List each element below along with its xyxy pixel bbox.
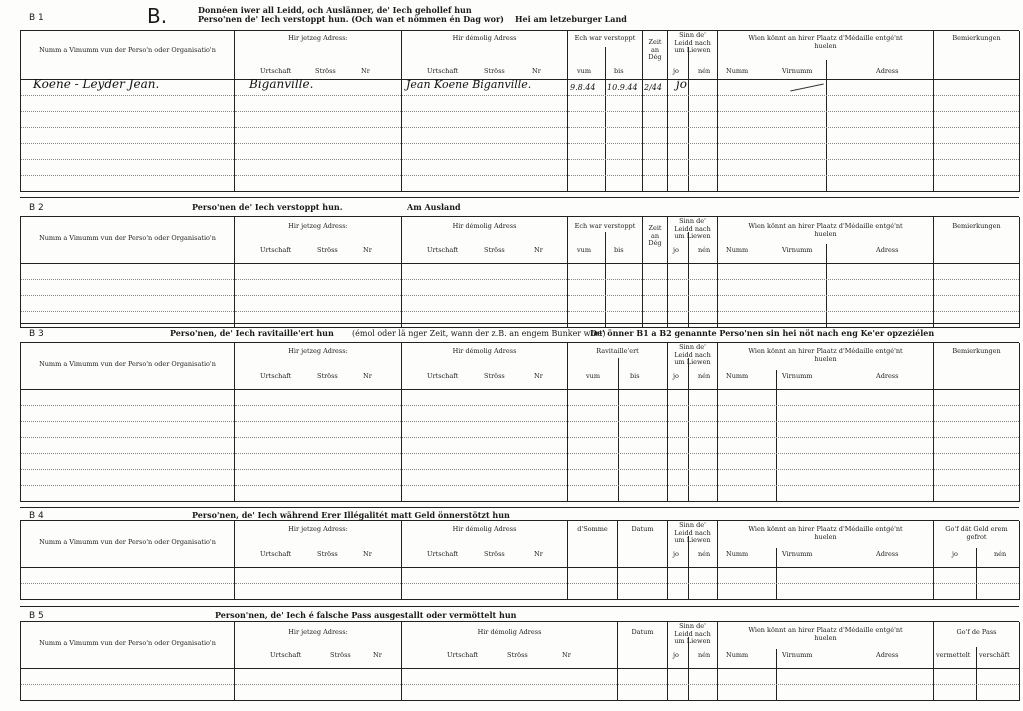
table-row <box>21 263 1020 279</box>
col-current-address: Hir jetzeg Adress: Urtschaft Ströss Nr <box>235 343 402 389</box>
table-row <box>21 295 1020 311</box>
entry-time-cell[interactable] <box>643 79 668 95</box>
col-former-address: Hir démolig Adress Urtschaft Ströss Nr <box>402 31 568 79</box>
col-remarks: Bemierkungen <box>934 31 1020 79</box>
section-b5 <box>20 606 1019 710</box>
table-row <box>21 437 1020 453</box>
section-id: B 5 <box>29 611 44 621</box>
section-id: B 1 <box>29 13 44 23</box>
table-row <box>21 684 1020 700</box>
col-name: Numm a Vimumm vun der Perso'n oder Organisatio'n <box>21 343 235 389</box>
col-current-address: Hir jetzeg Adress: Urtschaft Ströss Nr <box>235 31 402 79</box>
table-row <box>21 583 1020 599</box>
section-title: Person'nen, de' Iech é falsche Pass ausgestallt oder vermöttelt hun <box>215 610 517 620</box>
section-title: Am Ausland <box>407 202 461 212</box>
col-name: Numm a Vimumm vun der Perso'n oder Organisatio'n <box>21 217 235 263</box>
col-datum: Datum <box>618 622 668 668</box>
section-id: B 2 <box>29 203 44 213</box>
handwritten-name: Koene - Leyder Jean. <box>33 76 160 91</box>
col-ravitailleert: Ravitaille'ert vum bis <box>568 343 668 389</box>
col-alive: Sinn de' Leidd nach um Liewen jo nén <box>668 31 718 79</box>
section-id: B 3 <box>29 329 44 339</box>
handwritten-to: 10.9.44 <box>607 82 638 92</box>
entry-medal-cell[interactable] <box>718 79 934 95</box>
col-alive: Sinn de' Leidd nach um Liewen jo nén <box>668 217 718 263</box>
col-name: Numm a Vimumm vun der Perso'n oder Organisatio'n <box>21 622 235 668</box>
section-title: (émol oder lä nger Zeit, wann der z.B. an engem Bunker wort) <box>352 329 606 338</box>
col-medal: Wien könnt an hirer Plaatz d'Médaille entgé'nt huelen Numm Virnumm Adress <box>718 217 934 263</box>
entry-current-cell[interactable] <box>235 76 402 95</box>
section-id: B 4 <box>29 511 44 521</box>
entry-former-cell[interactable] <box>402 79 568 95</box>
table-row <box>21 389 1020 405</box>
table-b5 <box>20 622 1020 701</box>
section-b5-header <box>20 606 1019 622</box>
section-title: Hei am letzeburger Land <box>515 14 627 24</box>
section-b3-header <box>20 323 1019 343</box>
col-current-address: Hir jetzeg Adress: Urtschaft Ströss Nr <box>235 622 402 668</box>
handwritten-alive: jo <box>676 76 687 91</box>
table-row <box>21 127 1020 143</box>
table-row <box>21 111 1020 127</box>
table-row <box>21 405 1020 421</box>
table-row <box>21 485 1020 501</box>
col-pass: Go'f de Pass vermettelt verschäft <box>934 622 1020 668</box>
table-row <box>21 421 1020 437</box>
section-title: Perso'nen de' Iech verstoppt hun. (Och wan et nömmen én Dag wor) <box>198 14 504 24</box>
entry-hidden-cell[interactable] <box>568 79 643 95</box>
col-time: Zeit an Dég <box>643 31 668 79</box>
section-b2 <box>20 197 1019 322</box>
col-former-address: Hir démolig Adress Urtschaft Ströss Nr <box>402 521 568 567</box>
col-medal: Wien könnt an hirer Plaatz d'Médaille entgé'nt huelen Numm Virnumm Adress <box>718 343 934 389</box>
handwritten-current: Biganville. <box>249 76 314 91</box>
section-b2-header <box>20 197 1019 217</box>
col-remarks: Bemierkungen <box>934 217 1020 263</box>
table-b3 <box>20 343 1020 502</box>
col-name: Numm a Vimumm vun der Perso'n oder Organisatio'n <box>21 521 235 567</box>
table-row <box>21 175 1020 191</box>
handwritten-days: 2/44 <box>644 82 662 92</box>
col-medal: Wien könnt an hirer Plaatz d'Médaille entgé'nt huelen Numm Virnumm Adress <box>718 31 934 79</box>
table-b2 <box>20 217 1020 328</box>
table-row <box>21 79 1020 95</box>
col-remarks: Bemierkungen <box>934 343 1020 389</box>
entry-alive-cell[interactable] <box>668 76 718 95</box>
table-row <box>21 668 1020 684</box>
section-b4 <box>20 507 1019 605</box>
handwritten-former: Jean Koene Biganville. <box>406 77 532 91</box>
table-b4 <box>20 521 1020 600</box>
entry-name-cell[interactable] <box>21 76 235 95</box>
col-alive: Sinn de' Leidd nach um Liewen jo nén <box>668 521 718 567</box>
col-former-address: Hir démolig Adress Urtschaft Ströss Nr <box>402 622 618 668</box>
table-row <box>21 453 1020 469</box>
col-somme: d'Somme <box>568 521 618 567</box>
table-row <box>21 279 1020 295</box>
col-former-address: Hir démolig Adress Urtschaft Ströss Nr <box>402 343 568 389</box>
col-time: Zeit an Dég <box>643 217 668 263</box>
col-former-address: Hir démolig Adress Urtschaft Ströss Nr <box>402 217 568 263</box>
section-title: Perso'nen, de' Iech ravitaille'ert hun <box>170 328 334 338</box>
col-current-address: Hir jetzeg Adress: Urtschaft Ströss Nr <box>235 217 402 263</box>
table-b1 <box>20 31 1020 192</box>
table-row <box>21 469 1020 485</box>
table-row <box>21 567 1020 583</box>
col-alive: Sinn de' Leidd nach um Liewen jo nén <box>668 622 718 668</box>
section-b1-header <box>20 4 1019 31</box>
section-b3 <box>20 323 1019 506</box>
col-medal: Wien könnt an hirer Plaatz d'Médaille entgé'nt huelen Numm Virnumm Adress <box>718 521 934 567</box>
table-row <box>21 143 1020 159</box>
section-title: Perso'nen, de' Iech während Erer Illégalitét matt Geld önnerstötzt hun <box>192 510 510 520</box>
col-name: Numm a Vimumm vun der Perso'n oder Organisatio'n <box>21 31 235 79</box>
form-page <box>20 4 1019 710</box>
form-letter: B. <box>147 4 168 28</box>
col-datum: Datum <box>618 521 668 567</box>
section-b1 <box>20 4 1019 196</box>
col-money-returned: Go'f dät Geld erem gefrot jo nén <box>934 521 1020 567</box>
table-row <box>21 95 1020 111</box>
table-row <box>21 159 1020 175</box>
section-title: De' önner B1 a B2 genannte Perso'nen sin hei nöt nach eng Ke'er opzeziélen <box>590 328 935 338</box>
col-medal: Wien könnt an hirer Plaatz d'Médaille entgé'nt huelen Numm Virnumm Adress <box>718 622 934 668</box>
entry-remarks-cell[interactable] <box>934 79 1020 95</box>
col-alive: Sinn de' Leidd nach um Liewen jo nén <box>668 343 718 389</box>
handwritten-from: 9.8.44 <box>570 82 596 92</box>
col-current-address: Hir jetzeg Adress: Urtschaft Ströss Nr <box>235 521 402 567</box>
col-hidden: Ech war verstoppt vum bis <box>568 217 643 263</box>
section-title: Perso'nen de' Iech verstoppt hun. <box>192 202 343 212</box>
section-b4-header <box>20 507 1019 521</box>
col-hidden: Ech war verstoppt vum bis <box>568 31 643 79</box>
section-title: Donnéen iwer all Leidd, och Auslänner, de' Iech gehollef hun <box>198 5 472 15</box>
